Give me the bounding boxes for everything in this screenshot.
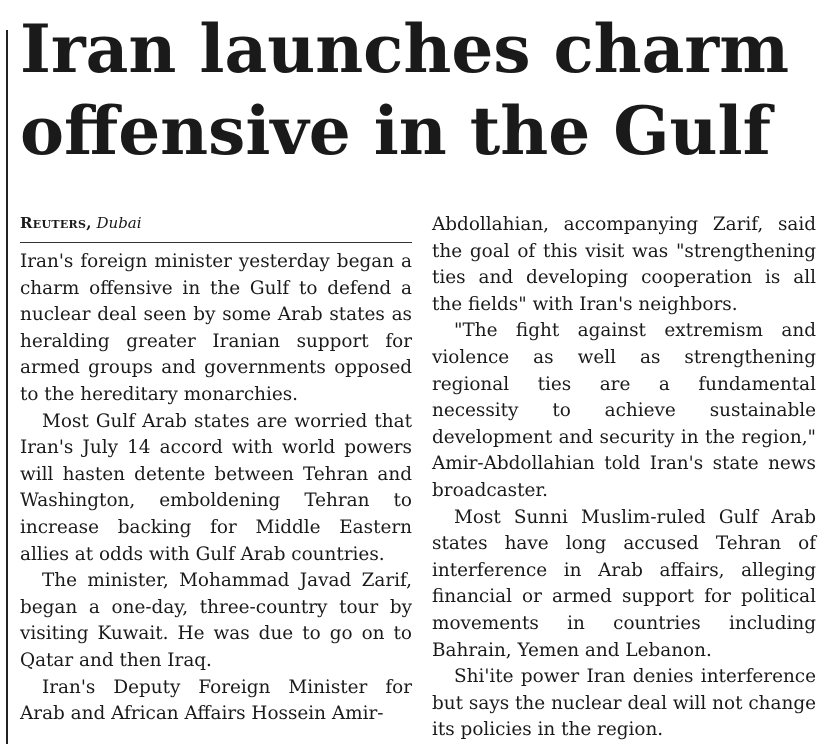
paragraph: Iran's Deputy Foreign Minister for Arab and African Affairs Hossein Amir- xyxy=(20,676,412,725)
paragraph: "The fight against extremism and violence as well as strengthening regional ties are a fundamental necessity to achieve sustainable development and security in the region," Amir-Abdollahian told Iran's state news broadcaster. xyxy=(432,320,816,501)
paragraph: Most Gulf Arab states are worried that Iran's July 14 accord with world powers will hasten detente between Tehran and Washington, emboldening Tehran to increase backing for Middle Eastern allies at odds with Gulf Arab countries. xyxy=(20,410,412,565)
headline: Iran launches charm offensive in the Gulf xyxy=(20,10,790,170)
column-rule xyxy=(6,30,8,744)
dateline xyxy=(20,212,412,243)
paragraph: Shi'ite power Iran denies interference but says the nuclear deal will not change its policies in the region. xyxy=(432,666,816,741)
article-column-left xyxy=(20,212,412,728)
paragraph: Abdollahian, accompanying Zarif, said the goal of this visit was "strengthening ties and developing cooperation is all the fields" with Iran's neighbors. xyxy=(432,214,816,315)
dateline-agency: Reuters, xyxy=(20,214,92,232)
paragraph: The minister, Mohammad Javad Zarif, began a one-day, three-country tour by visiting Kuwait. He was due to go on to Qatar and then Iraq. xyxy=(20,570,412,671)
paragraph: Iran's foreign minister yesterday began a charm offensive in the Gulf to defend a nuclear deal seen by some Arab states as heralding greater Iranian support for armed groups and governments opposed to the hereditary monarchies. xyxy=(20,251,412,405)
article-column-right xyxy=(432,212,816,744)
paragraph: Most Sunni Muslim-ruled Gulf Arab states have long accused Tehran of interference in Arab affairs, alleging financial or armed support for political movements in countries including Bahrain, Yemen and Lebanon. xyxy=(432,506,816,661)
dateline-place: Dubai xyxy=(96,214,142,232)
